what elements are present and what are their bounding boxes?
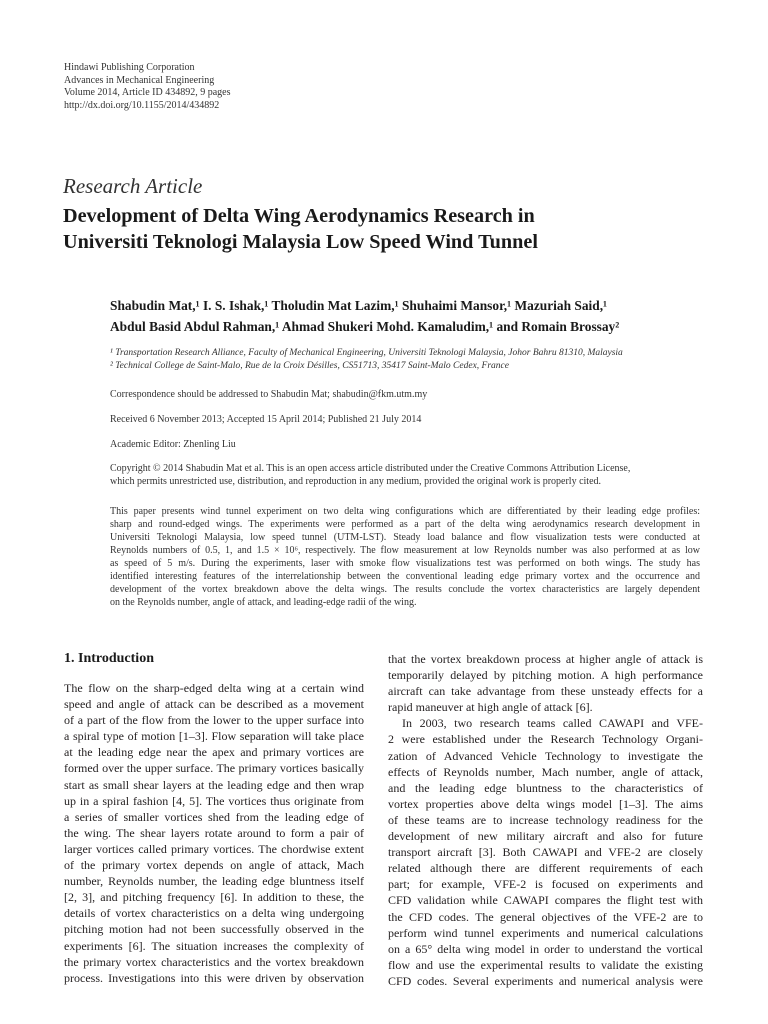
body-line: start as small shear layers at the leading edge and then wrap: [64, 777, 364, 792]
article-title: [63, 203, 723, 255]
body-line: development of new military aircraft and also for future: [388, 829, 703, 844]
author-line: Abdul Basid Abdul Rahman,¹ Ahmad Shukeri Mohd. Kamaludim,¹ and Romain Brossay²: [110, 318, 620, 334]
body-line: the wing. The shear layers rotate around to form a pair of: [64, 825, 364, 840]
body-line: experiments [6]. The situation increases the complexity of: [64, 938, 364, 953]
journal-header: [64, 62, 230, 112]
body-line: process. Investigations into this were driven by observation: [64, 970, 364, 985]
copyright-line: Copyright © 2014 Shabudin Mat et al. This is an open access article distributed under the Creative Commons Attribution License,: [110, 463, 631, 474]
body-line: perform wind tunnel experiments and numerical calculations: [388, 925, 703, 940]
body-line: and the leading edge bluntness to the characteristics of: [388, 780, 703, 795]
body-line: part; for example, VFE-2 is focused on experiments and: [388, 877, 703, 892]
body-line: In 2003, two research teams called CAWAPI and VFE-: [402, 716, 703, 731]
body-line: a series of smaller vortices shed from the leading edge of: [64, 809, 364, 824]
abstract-line: as speed of 5 m/s. During the experiments, laser with smoke flow visualizations test was performed on both wings. The study has: [110, 558, 700, 569]
body-line: of a part of the flow from the lower to the upper surface into: [64, 713, 364, 728]
body-line: CFD validation while CAWAPI compares the flight test with: [388, 893, 703, 908]
body-line: 2 were established under the Research Technology Organi-: [388, 732, 703, 747]
body-line: number, Reynolds number, the leading edge bluntness itself: [64, 874, 364, 889]
abstract-line: sharp and round-edged wings. The experiments were performed as a part of the delta wing aerodynamics research development in: [110, 519, 700, 530]
body-line: vortex properties above delta wings model [1–3]. The aims: [388, 796, 703, 811]
body-line: at the leading edge near the apex and primary vortices are: [64, 745, 364, 760]
copyright-line: which permits unrestricted use, distribution, and reproduction in any medium, provided the original work is properly cited.: [110, 476, 602, 487]
affiliation-2: ² Technical College de Saint-Malo, Rue de la Croix Désilles, CS51713, 35417 Saint-Malo Cedex, France: [110, 361, 509, 371]
academic-editor: Academic Editor: Zhenling Liu: [110, 439, 236, 450]
body-line: of these teams are to increase technology readiness for the: [388, 812, 703, 827]
body-line: the CFD codes. The general objectives of the VFE-2 are to: [388, 909, 703, 924]
article-type: Research Article: [63, 174, 203, 198]
body-line: a spiral type of motion [1–3]. Flow separation will take place: [64, 729, 364, 744]
article-dates: Received 6 November 2013; Accepted 15 April 2014; Published 21 July 2014: [110, 414, 422, 425]
body-line: the primary vortex characteristics and the vortex breakdown: [64, 954, 364, 969]
body-column-left: [64, 680, 364, 986]
section-heading: 1. Introduction: [64, 651, 154, 666]
volume-info: Volume 2014, Article ID 434892, 9 pages: [64, 87, 231, 98]
correspondence: Correspondence should be addressed to Shabudin Mat; shabudin@fkm.utm.my: [110, 389, 428, 400]
body-line: effects of Reynolds number, Mach number, angle of attack,: [388, 764, 703, 779]
body-line: on a 65° delta wing model in order to understand the vortical: [388, 941, 703, 956]
affiliation-1: ¹ Transportation Research Alliance, Faculty of Mechanical Engineering, Universiti Teknologi Malaysia, Johor Bahru 81310, Malaysia: [110, 348, 623, 358]
body-line: related although there are different requirements of each: [388, 861, 703, 876]
body-line: CFD codes. Several experiments and numerical analysis were: [388, 973, 703, 988]
title-line: Development of Delta Wing Aerodynamics Research in: [63, 205, 535, 227]
journal-name: Advances in Mechanical Engineering: [64, 74, 215, 86]
body-line: up in a spiral fashion [4, 5]. The vortices thus originate from: [64, 793, 364, 808]
body-line: aircraft can take advantage from these unsteady effects for a: [388, 684, 703, 699]
abstract: [110, 505, 700, 609]
author-line: Shabudin Mat,¹ I. S. Ishak,¹ Tholudin Mat Lazim,¹ Shuhaimi Mansor,¹ Mazuriah Said,¹: [110, 298, 608, 313]
affiliations: [110, 347, 623, 373]
body-line: transport aircraft [3]. Both CAWAPI and VFE-2 are closely: [388, 845, 703, 860]
body-line: details of vortex characteristics on a delta wing undergoing: [64, 906, 364, 921]
publisher-name: Hindawi Publishing Corporation: [64, 62, 195, 73]
body-line: zation of Advanced Vehicle Technology to investigate the: [388, 748, 703, 763]
doi-link[interactable]: http://dx.doi.org/10.1155/2014/434892: [64, 99, 220, 111]
body-line: temporarily delayed by pitching motion. A high performance: [388, 668, 703, 683]
abstract-line: This paper presents wind tunnel experiment on two delta wing configurations which are differentiated by their leading edge profiles:: [110, 506, 700, 517]
body-line: of the primary vortex depends on angle of attack, Mach: [64, 858, 364, 873]
body-line: larger vortices called primary vortices. The chordwise extent: [64, 841, 364, 856]
body-line: flow and use the experimental results to validate the existing: [388, 957, 703, 972]
abstract-line: on the Reynolds number, angle of attack, and leading-edge radii of the wing.: [110, 597, 417, 608]
body-line: formed over the upper surface. The primary vortices basically: [64, 761, 364, 776]
body-line: speed and angle of attack can be described as a movement: [64, 697, 364, 712]
body-line: The flow on the sharp-edged delta wing at a certain wind: [64, 681, 364, 695]
body-line: pitching motion had not been successfully observed in the: [64, 922, 364, 937]
body-line: [2, 3], and pitching frequency [6]. In addition to these, the: [64, 890, 364, 905]
title-line: Universiti Teknologi Malaysia Low Speed Wind Tunnel: [63, 231, 538, 253]
author-list: [110, 296, 730, 337]
body-column-right: [388, 651, 703, 989]
body-line: rapid maneuver at high angle of attack [6].: [388, 700, 593, 715]
copyright-notice: [110, 462, 700, 488]
abstract-line: Universiti Teknologi Malaysia, low speed tunnel (UTM-LST). Steady load balance and flow visualization tests were conducted at: [110, 532, 700, 543]
body-line: that the vortex breakdown process at higher angle of attack is: [388, 652, 703, 666]
abstract-line: identified interesting features of the interrelationship between the conventional leading edge primary vortex and the occurrence and: [110, 571, 700, 582]
abstract-line: development of the vortex breakdown above the delta wings. The results conclude the vortex characteristics are largely dependent: [110, 584, 700, 595]
abstract-line: Reynolds numbers of 0.5, 1, and 1.5 × 10⁶, respectively. The flow measurement at low Reynolds number was also performed at as low: [110, 545, 700, 556]
